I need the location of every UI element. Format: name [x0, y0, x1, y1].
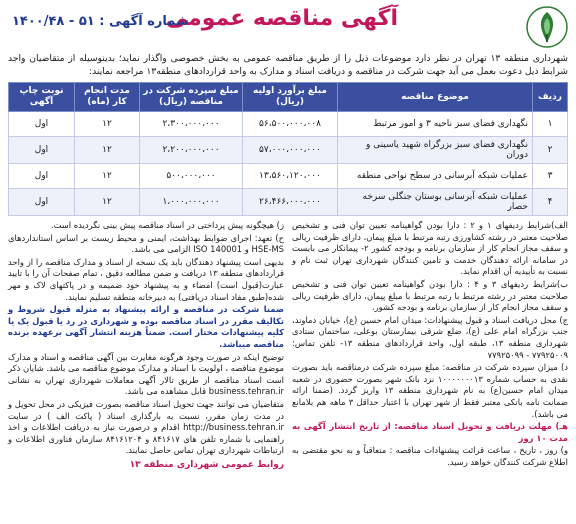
col-header-print: نوبت چاپ آگهی — [9, 83, 75, 112]
cell-deposit: ۲،۳۰۰،۰۰۰،۰۰۰ — [140, 112, 243, 137]
condition-paragraph: د) میزان سپرده شرکت در مناقصه: مبلغ سپرده شرکت درمناقصه باید بصورت نقدی به حساب شماره ۱۰۰۰۰۰۰۰۱۳ نزد بانک شهر بصورت حضوری در شعبه میدان امام حسین(ع) به نام شهرداری منطقه ۱۳ واریز گردد. (ضمنا ارائه ضمانت نامه بانکی معتبر فقط از شهر تهران با اعتبار حداقل ۳ ماهه هم بلامانع می باشد). — [292, 362, 569, 419]
condition-paragraph: الف)شرایط ردیفهای ۱ و ۲ : دارا بودن گواهینامه تعیین توان فنی و تشخیص صلاحیت معتبر در رشته کشاورزی رتبه مرتبط با مبلغ پیمان، دارای ظرفیت ریالی و سقف مجاز انجام کار از سازمان برنامه و بودجه کشور ۲- پیمانکار می بایست در سامانه ارائه دهندگان خدمت و تامین کنندگان شهرداری تهران ثبت نام و نسبت به تأییدیه آن اقدام نماید. — [292, 220, 569, 277]
cell-duration: ۱۲ — [75, 112, 140, 137]
notice-header — [8, 4, 568, 50]
public-relations-signature: روابط عمومی شهرداری منطقه ۱۳ — [129, 459, 284, 470]
cell-print: اول — [9, 189, 75, 216]
cell-print: اول — [9, 112, 75, 137]
cell-estimate: ۱۳،۵۶۰،۱۲۰،۰۰۰ — [243, 164, 338, 189]
cell-subject: نگهداری فضای سبز بزرگراه شهید یاسینی و دوران — [338, 137, 533, 164]
table-header-row — [9, 83, 568, 112]
cell-print: اول — [9, 164, 75, 189]
cell-subject: عملیات شبکه آبرسانی بوستان جنگلی سرخه حصار — [338, 189, 533, 216]
condition-paragraph: ضمنا شرکت در مناقصه و ارائه پیشنهاد به منزله قبول شروط و تکالیف مقرر در اسناد مناقصه بوده و شهرداری در رد یا قبول یک یا کلیه پیشنهادات مختار است. ضمناً هزینه انتشار آگهی برعهده برنده مناقصه میباشد. — [8, 304, 284, 349]
conditions-columns — [8, 220, 568, 471]
col-header-row: ردیف — [533, 83, 568, 112]
cell-subject: عملیات شبکه آبرسانی در سطح نواحی منطقه — [338, 164, 533, 189]
cell-deposit: ۱،۰۰۰،۰۰۰،۰۰۰ — [140, 189, 243, 216]
cell-row-number: ۳ — [533, 164, 568, 189]
notice-title: آگهی مناقصه عمومی — [165, 6, 398, 31]
cell-row-number: ۲ — [533, 137, 568, 164]
cell-row-number: ۱ — [533, 112, 568, 137]
cell-print: اول — [9, 137, 75, 164]
cell-estimate: ۲۶،۴۶۶،۰۰۰،۰۰۰ — [243, 189, 338, 216]
cell-estimate: ۵۶،۵۰۰،۰۰۰،۰۰۸ — [243, 112, 338, 137]
table-row — [9, 137, 568, 164]
cell-row-number: ۴ — [533, 189, 568, 216]
table-row — [9, 164, 568, 189]
cell-deposit: ۲،۲۰۰،۰۰۰،۰۰۰ — [140, 137, 243, 164]
condition-paragraph: هـ) مهلت دریافت و تحویل اسناد مناقصه: از تاریخ انتشار آگهی به مدت ۱۰ روز — [292, 421, 568, 443]
col-header-estimate: مبلغ برآورد اولیه (ریال) — [243, 83, 338, 112]
condition-paragraph: ج) محل دریافت اسناد و قبول پیشنهادات: میدان امام حسین (ع)، خیابان دماوند، جنب بزرگراه امام علی (ع)، ضلع شرقی بیمارستان بوعلی، ساختمان ستادی شهرداری منطقه ۱۳، طبقه اول، واحد قراردادهای منطقه ۱۳- تلفن تماس: ۷۷۹۲۵۰۰۹ - ۷۷۹۲۵۰۹۹ — [292, 314, 568, 360]
condition-paragraph: متقاضیان می توانند جهت تحویل اسناد مناقصه بصورت فیزیکی در محل تحویل و در مدت زمان مقرر، نسبت به بارگذاری اسناد ( پاکت الف ) در سایت http://business.tehran.ir اقدام و درصورت نیاز به دریافت اطلاعات و اخذ راهنمایی با شماره تلفن های ۸۴۱۶۱۷ و ۸۴۱۶۱۲۰۴ سازمان فناوری اطلاعات و ارتباطات شهرداری تهران تماس حاصل نمایند. — [8, 398, 285, 456]
cell-duration: ۱۲ — [75, 137, 140, 164]
condition-paragraph: توضیح اینکه در صورت وجود هرگونه مغایرت بین آگهی مناقصه و اسناد و مدارک موضوع مناقصه ، اولویت با اسناد و مدارک موضوع مناقصه می باشد. شایان ذکر است اسناد مناقصه از طریق تالار آگهی معاملات شهرداری تهران به نشانی business.tehran.ir قابل مشاهده می باشد. — [8, 351, 284, 397]
table-row — [9, 112, 568, 137]
intro-paragraph: شهرداری منطقه ۱۳ تهران در نظر دارد موضوعات ذیل را از طریق مناقصه عمومی به بخش خصوصی واگذار نماید؛ بدینوسیله از متقاضیان واجد شرایط ذیل دعوت بعمل می آید جهت شرکت در مناقصه و دریافت اسناد و مدارک به واحد قراردادهای منطقه۱۳ مراجعه نمایند: — [8, 53, 568, 77]
col-header-deposit: مبلغ سپرده شرکت در مناقصه (ریال) — [140, 83, 243, 112]
tehran-municipality-logo-icon — [526, 6, 568, 48]
conditions-left-column — [8, 220, 284, 471]
ad-number: شماره آگهی : ۵۱ - ۱۴۰۰/۴۸ — [12, 14, 189, 29]
cell-subject: نگهداری فضای سبز ناحیه ۳ و امور مرتبط — [338, 112, 533, 137]
condition-paragraph: بدیهی است پیشنهاد دهندگان باید یک نسخه از اسناد و مدارک مناقصه را از واحد قراردادهای منطقه ۱۳ دریافت و ضمن مطالعه دقیق ، تمام صفحات آن را با تایید عبارت(قبول است) امضاء و به پیشنهاد خود ضمیمه و در پاکتهای لاک و مهر شده(طبق مفاد اسناد دریافتی) به دبیرخانه منطقه تسلیم نمایند. — [8, 256, 285, 302]
condition-paragraph: ب)شرایط ردیفهای ۳ و ۴ : دارا بودن گواهینامه تعیین توان فنی و تشخیص صلاحیت معتبر در رشته مرتبط با رتبه مرتبط با مبلغ پیمان، دارای ظرفیت ریالی و سقف مجاز انجام کار از سازمان برنامه و بودجه کشور. — [292, 278, 569, 313]
condition-paragraph: ح) تعهد: اجرای ضوابط بهداشت، ایمنی و محیط زیست بر اساس استانداردهای HSE-MS و ISO 140001 الزامی می باشد. — [8, 232, 284, 255]
cell-deposit: ۵۰۰،۰۰۰،۰۰۰ — [140, 164, 243, 189]
cell-duration: ۱۲ — [75, 164, 140, 189]
cell-estimate: ۵۷،۰۰۰،۰۰۰،۰۰۰ — [243, 137, 338, 164]
tender-items-table — [8, 82, 568, 216]
col-header-subject: موضوع مناقصه — [338, 83, 533, 112]
col-header-duration: مدت انجام کار (ماه) — [75, 83, 140, 112]
table-row — [9, 189, 568, 216]
cell-duration: ۱۲ — [75, 189, 140, 216]
condition-paragraph: و) روز ، تاریخ ، ساعت قرائت پیشنهادات مناقصه : متعاقباً و به نحو مقتضی به اطلاع شرکت کنندگان خواهد رسید. — [292, 445, 568, 467]
condition-paragraph: ز) هیچگونه پیش پرداختی در اسناد مناقصه پیش بینی نگردیده است. — [50, 220, 284, 230]
conditions-right-column — [292, 220, 568, 471]
